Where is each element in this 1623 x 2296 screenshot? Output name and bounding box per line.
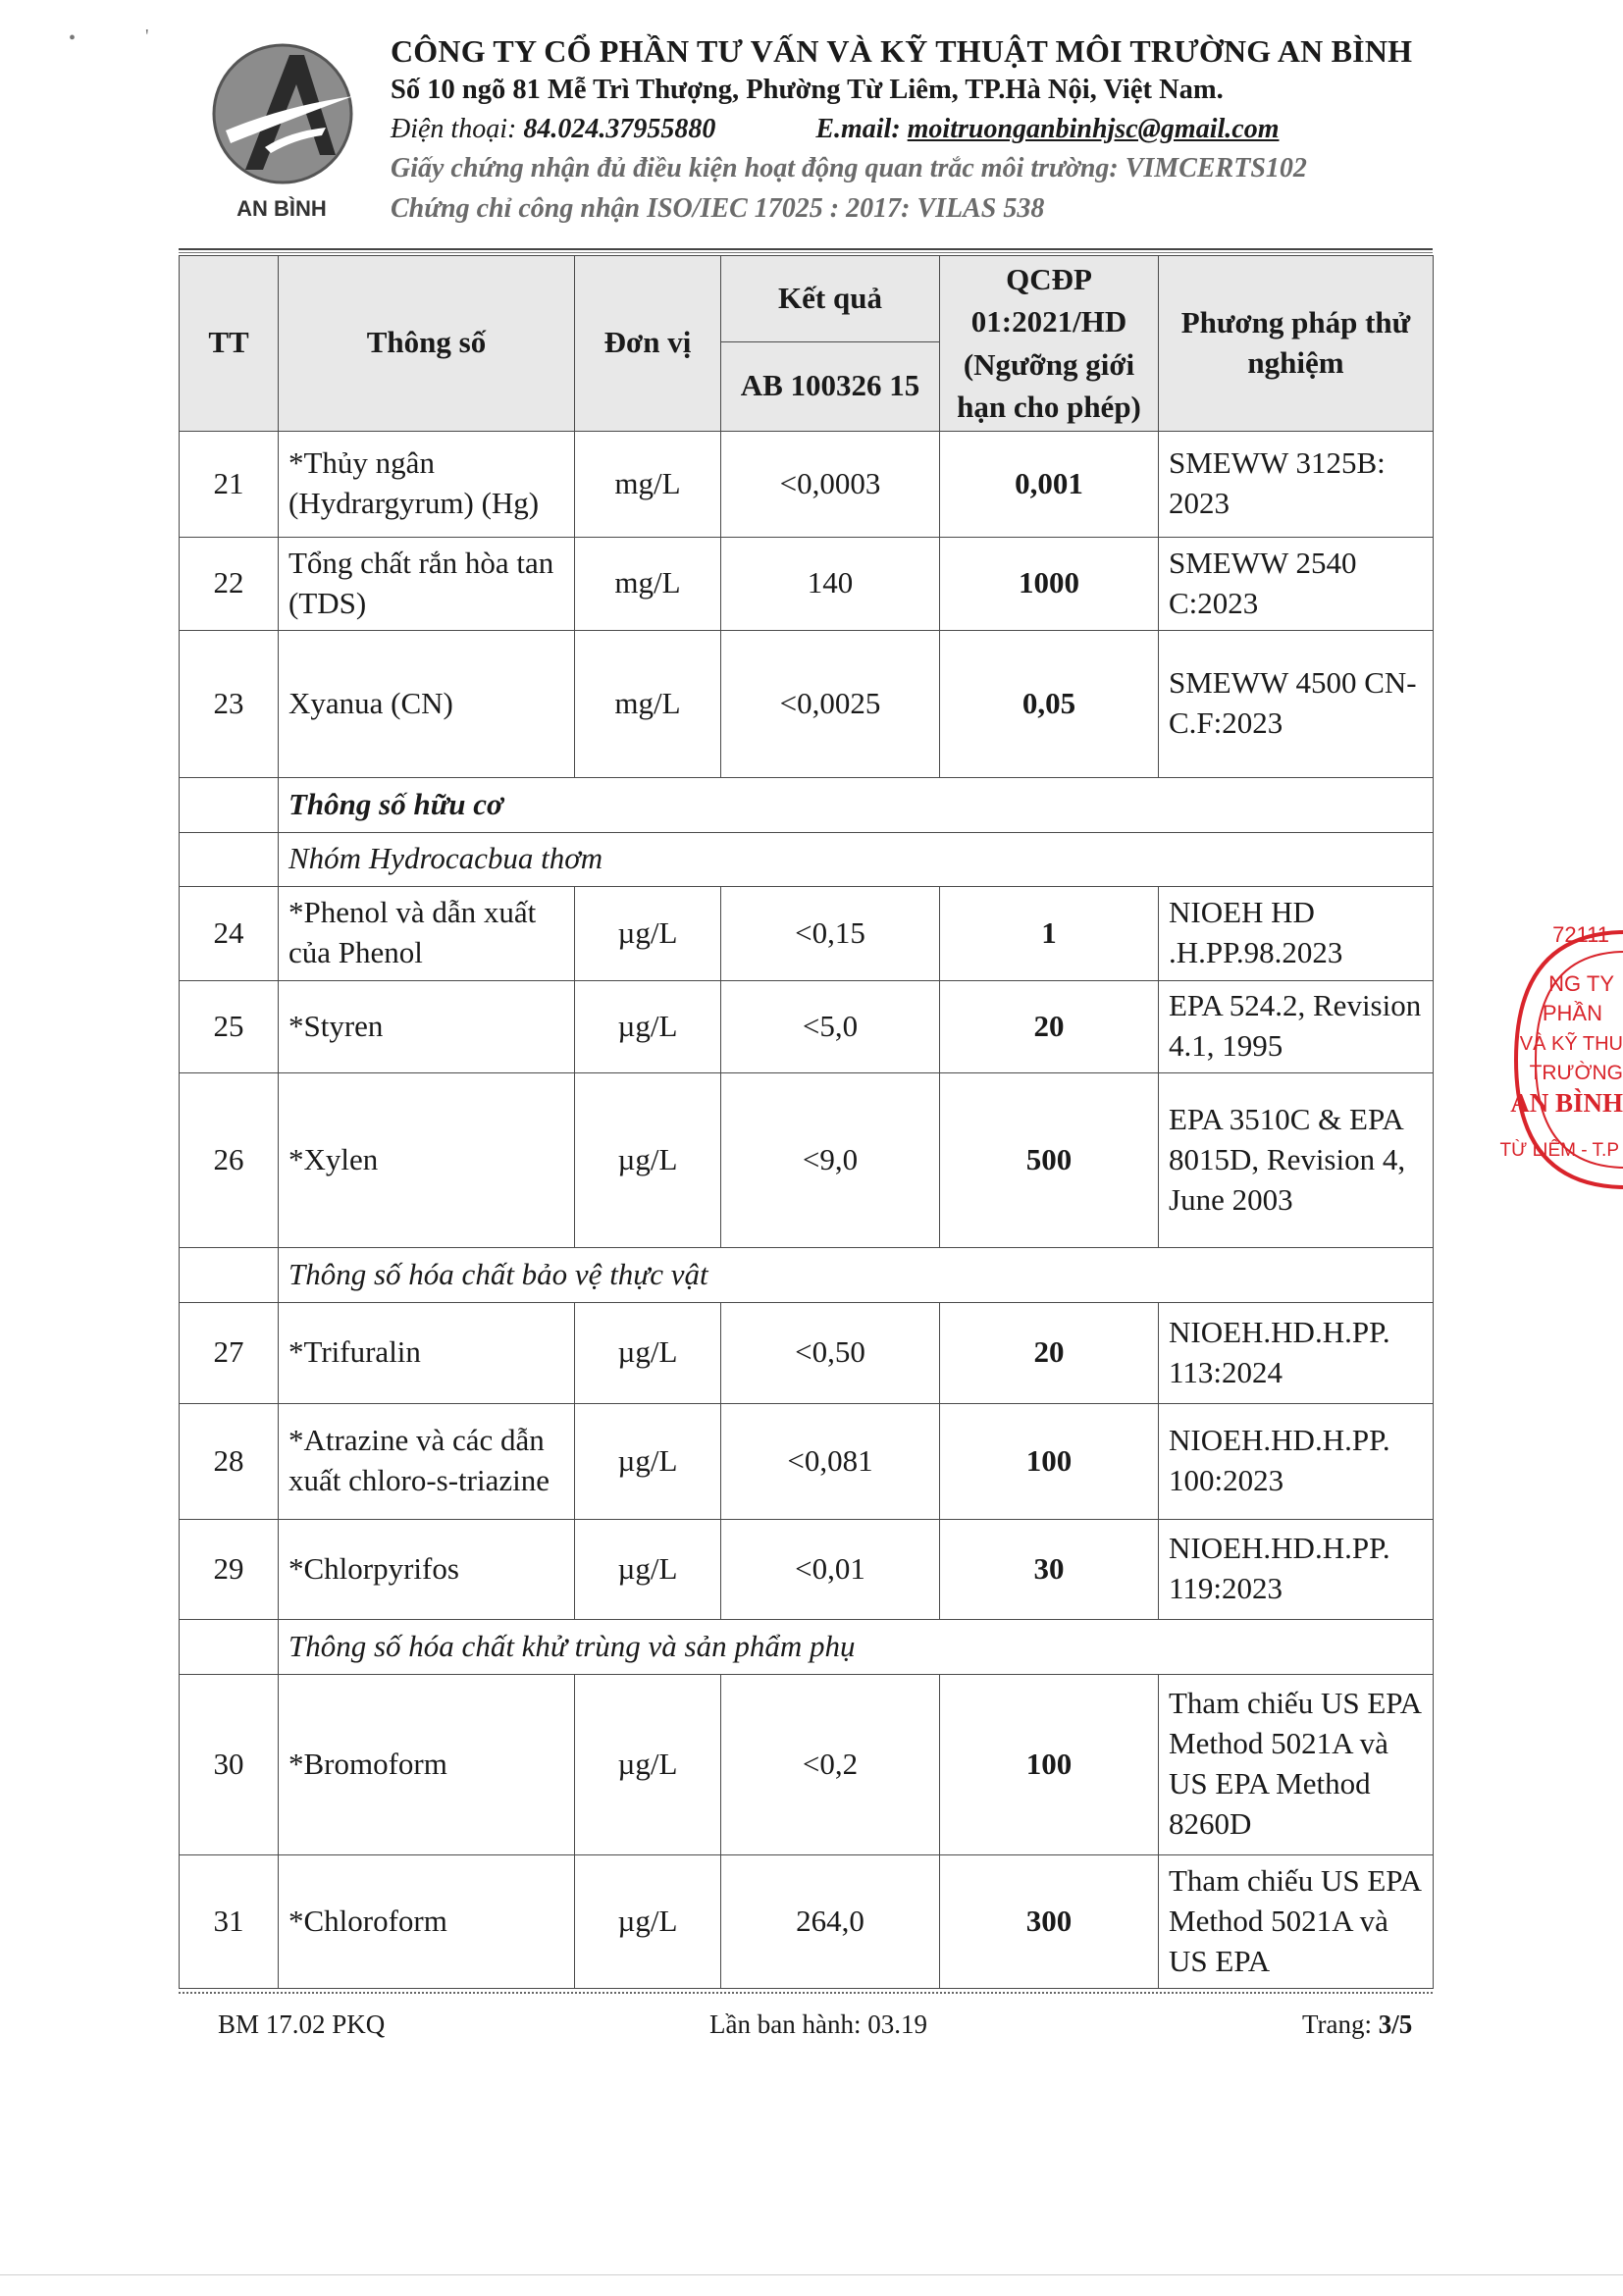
cell-param: *Atrazine và các dẫn xuất chloro-s-triazine — [279, 1403, 575, 1519]
results-table — [179, 255, 1434, 1989]
section-row — [180, 1247, 1434, 1302]
col-header-method: Phương pháp thử nghiệm — [1159, 256, 1434, 432]
cell-limit: 30 — [940, 1519, 1159, 1619]
cell-tt: 22 — [180, 537, 279, 630]
email-label: E.mail: — [815, 114, 901, 144]
company-seal-stamp — [1477, 913, 1623, 1207]
email-link[interactable]: moitruonganbinhjsc@gmail.com — [907, 114, 1280, 144]
vimcerts-certificate: Giấy chứng nhận đủ điều kiện hoạt động quan trắc môi trường: VIMCERTS102 — [391, 153, 1307, 183]
table-row — [180, 980, 1434, 1072]
cell-limit: 500 — [940, 1072, 1159, 1247]
cell-unit: mg/L — [575, 537, 721, 630]
section-disinfect: Thông số hóa chất khử trùng và sản phẩm phụ — [279, 1619, 1434, 1674]
page-current: 3 — [1378, 2009, 1392, 2039]
cell-tt: 25 — [180, 980, 279, 1072]
contact-line — [391, 114, 1412, 153]
cell-param: *Phenol và dẫn xuất của Phenol — [279, 886, 575, 980]
cell-param: *Xylen — [279, 1072, 575, 1247]
section-row — [180, 1619, 1434, 1674]
cell-result: <0,01 — [721, 1519, 940, 1619]
cell-method: SMEWW 2540 C:2023 — [1159, 537, 1434, 630]
header-divider — [179, 248, 1433, 250]
cell-limit: 1000 — [940, 537, 1159, 630]
col-header-unit: Đơn vị — [575, 256, 721, 432]
page-total: /5 — [1391, 2009, 1413, 2039]
cell-empty — [180, 1619, 279, 1674]
cell-tt: 27 — [180, 1302, 279, 1403]
cell-method: NIOEH HD .H.PP.98.2023 — [1159, 886, 1434, 980]
cell-tt: 21 — [180, 431, 279, 537]
cell-method: EPA 3510C & EPA 8015D, Revision 4, June 2003 — [1159, 1072, 1434, 1247]
issue-number: Lần ban hành: 03.19 — [709, 2009, 927, 2039]
cell-empty — [180, 1247, 279, 1302]
page-number — [1302, 2009, 1412, 2040]
cell-tt: 26 — [180, 1072, 279, 1247]
table-row — [180, 1403, 1434, 1519]
col-header-standard: QCĐP 01:2021/HD (Ngưỡng giới hạn cho phép) — [940, 256, 1159, 432]
cell-param: Tổng chất rắn hòa tan (TDS) — [279, 537, 575, 630]
stamp-line: VÀ KỸ THU — [1519, 1033, 1623, 1055]
section-organic: Thông số hữu cơ — [279, 777, 1434, 832]
cell-result: <0,081 — [721, 1403, 940, 1519]
table-row — [180, 431, 1434, 537]
section-row — [180, 832, 1434, 886]
cell-limit: 0,001 — [940, 431, 1159, 537]
iso-certificate: Chứng chỉ công nhận ISO/IEC 17025 : 2017: VILAS 538 — [391, 193, 1045, 224]
table-row — [180, 1072, 1434, 1247]
page-label: Trang: — [1302, 2009, 1373, 2039]
section-row — [180, 777, 1434, 832]
company-name: CÔNG TY CỔ PHẦN TƯ VẤN VÀ KỸ THUẬT MÔI TRƯỜNG AN BÌNH — [391, 33, 1413, 69]
cell-limit: 1 — [940, 886, 1159, 980]
section-aromatic: Nhóm Hydrocacbua thơm — [279, 832, 1434, 886]
table-row — [180, 1302, 1434, 1403]
stamp-line: AN BÌNH — [1510, 1088, 1623, 1118]
cell-unit: mg/L — [575, 431, 721, 537]
company-header — [391, 33, 1412, 233]
cell-result: <0,0003 — [721, 431, 940, 537]
cell-tt: 31 — [180, 1854, 279, 1988]
cell-method: NIOEH.HD.H.PP. 119:2023 — [1159, 1519, 1434, 1619]
col-header-sample-id: AB 100326 15 — [721, 342, 940, 431]
cell-tt: 30 — [180, 1674, 279, 1854]
cell-tt: 29 — [180, 1519, 279, 1619]
scan-edge — [0, 2274, 1623, 2275]
phone-number: 84.024.37955880 — [523, 114, 716, 144]
company-logo — [206, 37, 358, 229]
header-divider — [179, 252, 1433, 253]
stamp-line: TRƯỜNG — [1529, 1062, 1623, 1084]
cell-unit: µg/L — [575, 1519, 721, 1619]
table-row — [180, 1519, 1434, 1619]
table-header-row — [180, 256, 1434, 342]
cell-method: SMEWW 3125B: 2023 — [1159, 431, 1434, 537]
cell-param: *Styren — [279, 980, 575, 1072]
cell-result: 264,0 — [721, 1854, 940, 1988]
cell-result: <0,15 — [721, 886, 940, 980]
cell-param: *Bromoform — [279, 1674, 575, 1854]
cell-limit: 20 — [940, 1302, 1159, 1403]
table-row — [180, 886, 1434, 980]
cell-unit: µg/L — [575, 1854, 721, 1988]
cell-limit: 0,05 — [940, 630, 1159, 777]
svg-text:AN BÌNH: AN BÌNH — [236, 196, 327, 221]
stamp-line: TỪ LIÊM - T.P — [1499, 1140, 1619, 1161]
col-header-param: Thông số — [279, 256, 575, 432]
cell-unit: µg/L — [575, 886, 721, 980]
cell-tt: 23 — [180, 630, 279, 777]
cell-tt: 24 — [180, 886, 279, 980]
cell-method: Tham chiếu US EPA Method 5021A và US EPA Method 8260D — [1159, 1674, 1434, 1854]
section-pesticide: Thông số hóa chất bảo vệ thực vật — [279, 1247, 1434, 1302]
scan-mark: • — [69, 27, 77, 49]
stamp-line: PHẦN — [1542, 1001, 1602, 1025]
table-row — [180, 630, 1434, 777]
cell-method: NIOEH.HD.H.PP. 113:2024 — [1159, 1302, 1434, 1403]
cell-method: Tham chiếu US EPA Method 5021A và US EPA — [1159, 1854, 1434, 1988]
footer-divider — [179, 1992, 1433, 1994]
cell-param: *Trifuralin — [279, 1302, 575, 1403]
form-code: BM 17.02 PKQ — [218, 2009, 386, 2039]
cell-method: NIOEH.HD.H.PP. 100:2023 — [1159, 1403, 1434, 1519]
company-address: Số 10 ngõ 81 Mễ Trì Thượng, Phường Từ Liêm, TP.Hà Nội, Việt Nam. — [391, 75, 1224, 105]
cell-result: <5,0 — [721, 980, 940, 1072]
cell-result: 140 — [721, 537, 940, 630]
cell-unit: µg/L — [575, 1674, 721, 1854]
table-row — [180, 1854, 1434, 1988]
cell-result: <0,2 — [721, 1674, 940, 1854]
cell-param: *Chlorpyrifos — [279, 1519, 575, 1619]
cell-unit: µg/L — [575, 1302, 721, 1403]
cell-method: EPA 524.2, Revision 4.1, 1995 — [1159, 980, 1434, 1072]
table-row — [180, 537, 1434, 630]
scan-mark: ' — [145, 26, 149, 47]
cell-unit: µg/L — [575, 980, 721, 1072]
col-header-tt: TT — [180, 256, 279, 432]
cell-unit: mg/L — [575, 630, 721, 777]
cell-empty — [180, 777, 279, 832]
cell-empty — [180, 832, 279, 886]
cell-param: *Chloroform — [279, 1854, 575, 1988]
stamp-line: 72111 — [1552, 922, 1609, 947]
col-header-result: Kết quả — [721, 256, 940, 342]
cell-result: <9,0 — [721, 1072, 940, 1247]
cell-tt: 28 — [180, 1403, 279, 1519]
table-row — [180, 1674, 1434, 1854]
cell-unit: µg/L — [575, 1403, 721, 1519]
cell-param: *Thủy ngân (Hydrargyrum) (Hg) — [279, 431, 575, 537]
cell-limit: 300 — [940, 1854, 1159, 1988]
cell-method: SMEWW 4500 CN-C.F:2023 — [1159, 630, 1434, 777]
cell-limit: 20 — [940, 980, 1159, 1072]
cell-result: <0,50 — [721, 1302, 940, 1403]
phone-label: Điện thoại: — [391, 114, 517, 144]
cell-limit: 100 — [940, 1674, 1159, 1854]
cell-result: <0,0025 — [721, 630, 940, 777]
cell-limit: 100 — [940, 1403, 1159, 1519]
cell-unit: µg/L — [575, 1072, 721, 1247]
cell-param: Xyanua (CN) — [279, 630, 575, 777]
stamp-line: NG TY — [1548, 971, 1614, 996]
